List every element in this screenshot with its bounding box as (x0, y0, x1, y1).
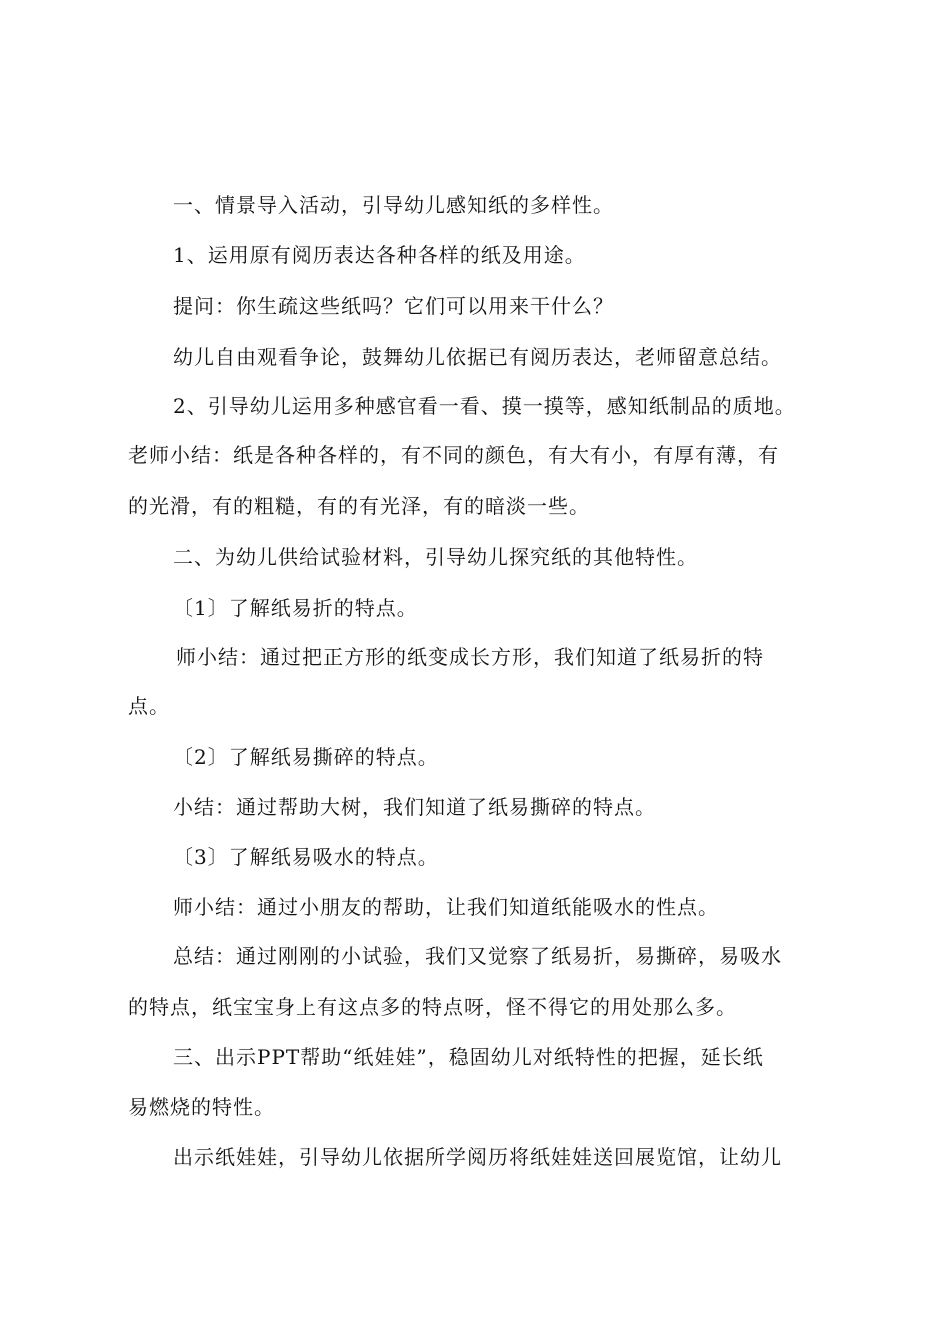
paragraph-line: 师小结：通过小朋友的帮助，让我们知道纸能吸水的性点。 (173, 895, 719, 919)
paragraph-line: 〔3〕了解纸易吸水的特点。 (173, 845, 439, 869)
paragraph-line: 提问：你生疏这些纸吗？它们可以用来干什么？ (173, 294, 614, 318)
paragraph-line: 师小结：通过把正方形的纸变成长方形，我们知道了纸易折的特 (176, 645, 764, 669)
paragraph-line: 2、引导幼儿运用多种感官看一看、摸一摸等，感知纸制品的质地。 (173, 394, 796, 418)
paragraph-line: 小结：通过帮助大树，我们知道了纸易撕碎的特点。 (173, 795, 656, 819)
heading-section-two: 二、为幼儿供给试验材料，引导幼儿探究纸的其他特性。 (173, 545, 698, 569)
paragraph-line: 〔1〕了解纸易折的特点。 (173, 596, 418, 620)
paragraph-line: 易燃烧的特性。 (128, 1095, 275, 1119)
paragraph-line: 的特点，纸宝宝身上有这点多的特点呀，怪不得它的用处那么多。 (128, 995, 737, 1019)
paragraph-line: 幼儿自由观看争论，鼓舞幼儿依据已有阅历表达，老师留意总结。 (173, 345, 782, 369)
paragraph-line: 的光滑，有的粗糙，有的有光泽，有的暗淡一些。 (128, 494, 590, 518)
paragraph-line: 总结：通过刚刚的小试验，我们又觉察了纸易折，易撕碎，易吸水 (173, 944, 782, 968)
heading-section-three: 三、出示PPT帮助“纸娃娃”，稳固幼儿对纸特性的把握，延长纸 (173, 1045, 764, 1069)
paragraph-line: 老师小结：纸是各种各样的，有不同的颜色，有大有小，有厚有薄，有 (128, 443, 779, 467)
paragraph-line: 〔2〕了解纸易撕碎的特点。 (173, 745, 439, 769)
paragraph-line: 出示纸娃娃，引导幼儿依据所学阅历将纸娃娃送回展览馆，让幼儿 (173, 1145, 782, 1169)
paragraph-line: 点。 (128, 694, 170, 718)
heading-section-one: 一、情景导入活动，引导幼儿感知纸的多样性。 (173, 193, 614, 217)
paragraph-line: 1、运用原有阅历表达各种各样的纸及用途。 (173, 243, 586, 267)
